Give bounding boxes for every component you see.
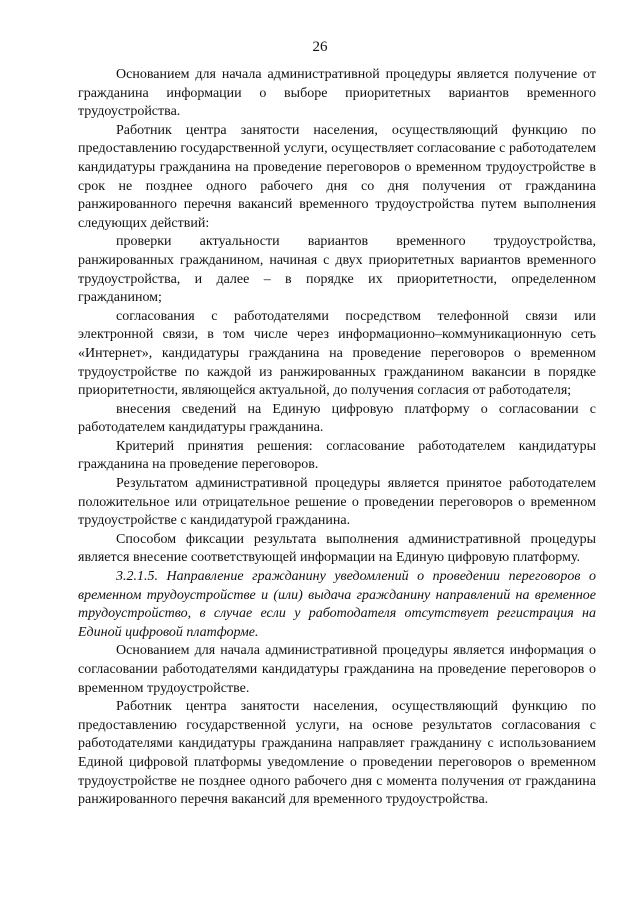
paragraph: Критерий принятия решения: согласование работодателем кандидатуры гражданина на проведение переговоров. [78, 438, 596, 473]
paragraph: Основанием для начала административной процедуры является информация о согласовании работодателями кандидатуры гражданина на проведение переговоров о временном трудоустройстве. [78, 643, 596, 696]
paragraph: Работник центра занятости населения, осуществляющий функцию по предоставлению государственной услуги, на основе результатов согласования с работодателями кандидатуры гражданина направляет гражданину с использованием Единой цифровой платформы уведомление о проведении переговоров о временном трудоустройстве не позднее одного рабочего дня с момента получения от гражданина ранжированного перечня вакансий для временного трудоустройства. [78, 699, 596, 808]
list-item: проверки актуальности вариантов временного трудоустройства, ранжированных гражданином, начиная с двух приоритетных вариантов временного трудоустройства, и далее – в порядке их приоритетности, определенном гражданином; [78, 234, 596, 306]
paragraph: Работник центра занятости населения, осуществляющий функцию по предоставлению государственной услуги, осуществляет согласование с работодателем кандидатуры гражданина на проведение переговоров о временном трудоустройстве в срок не позднее одного рабочего дня со дня получения от гражданина ранжированного перечня вакансий временного трудоустройства путем выполнения следующих действий: [78, 122, 596, 231]
paragraph: Результатом административной процедуры является принятое работодателем положительное или отрицательное решение о проведении переговоров о временном трудоустройстве с кандидатурой гражданина. [78, 476, 596, 529]
paragraph: Основанием для начала административной процедуры является получение от гражданина информации о выборе приоритетных вариантов временного трудоустройства. [78, 67, 596, 120]
section-heading: 3.2.1.5. Направление гражданину уведомлений о проведении переговоров о временном трудоустройстве и (или) выдача гражданину направлений на временное трудоустройство, в случае если у работодателя отсутствует регистрация на Единой цифровой платформе. [78, 569, 596, 640]
list-item: согласования с работодателями посредством телефонной связи или электронной связи, в том числе через информационно–коммуникационную сеть «Интернет», кандидатуры гражданина на проведение переговоров о временном трудоустройстве по каждой из ранжированных гражданином вакансии в порядке приоритетности, являющейся актуальной, до получения согласия от работодателя; [78, 308, 596, 399]
document-body [78, 66, 596, 810]
page-number: 26 [312, 39, 328, 55]
list-item: внесения сведений на Единую цифровую платформу о согласовании с работодателем кандидатуры гражданина. [78, 401, 596, 436]
paragraph: Способом фиксации результата выполнения административной процедуры является внесение соответствующей информации на Единую цифровую платформу. [78, 531, 596, 566]
